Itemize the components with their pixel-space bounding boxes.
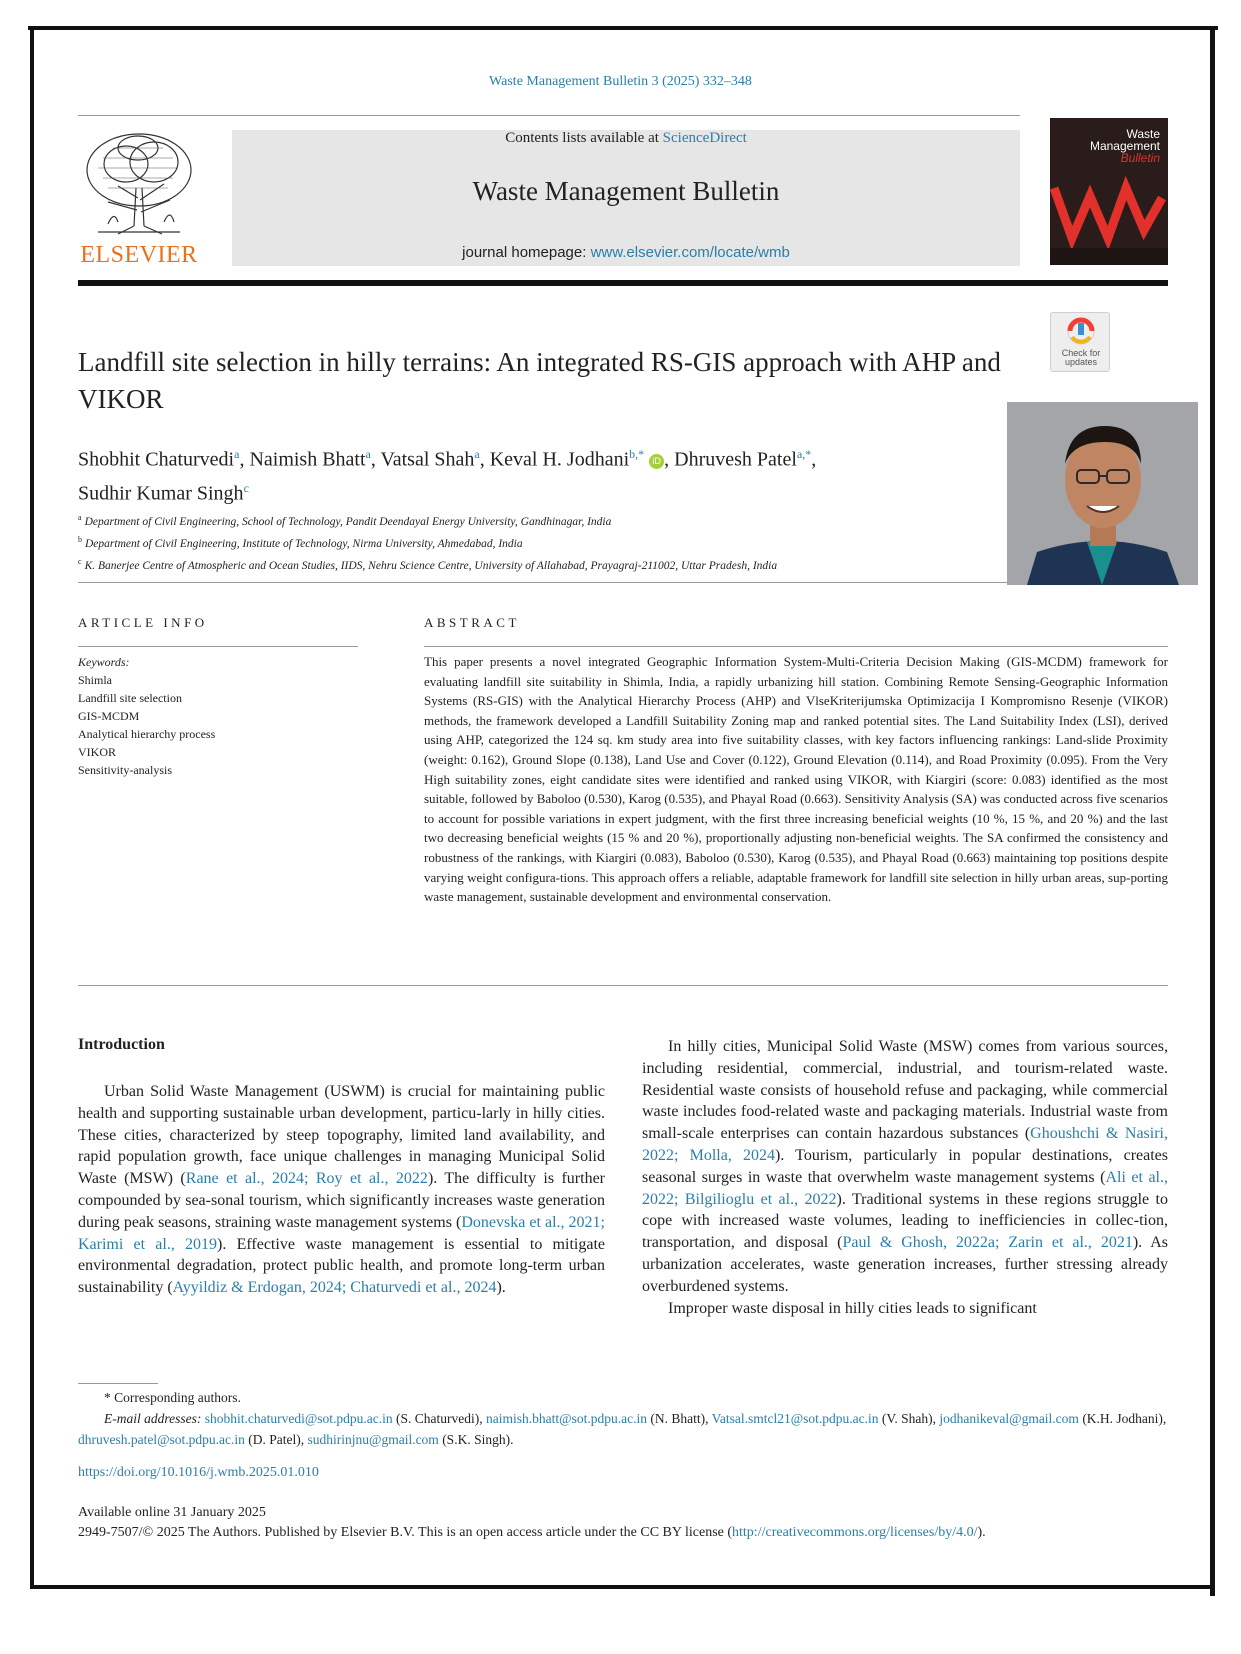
header-divider: [78, 115, 1020, 116]
affiliation-list: [78, 509, 1008, 574]
header-thick-rule: [78, 280, 1168, 286]
citation-link[interactable]: Paul & Ghosh, 2022a; Zarin et al., 2021: [842, 1234, 1133, 1252]
publisher-name: ELSEVIER: [80, 242, 198, 268]
keywords-label: Keywords:: [78, 655, 130, 669]
author-photo: [1007, 402, 1198, 585]
keyword-item: Landfill site selection: [78, 691, 182, 705]
body-text: ). Effective waste management is essential to mitigate environmental degradation, protect public health, and promote long-term urban sustainability (: [78, 1235, 605, 1297]
crossmark-badge[interactable]: [1050, 312, 1110, 372]
affiliation-item: [78, 553, 1008, 575]
article-info-divider: [78, 646, 358, 647]
homepage-line: [232, 244, 1020, 261]
author-list: Shobhit Chaturvedi$^a$, Naimish Bhatt$^a$, Vatsal Shah$^a$, Keval H. Jodhani$^{b,*}$ iD , Dhruvesh Patel$^{a,*}$, Sudhir Kumar Singh$^c$: [78, 447, 817, 505]
email-owner: (D. Patel),: [248, 1432, 305, 1447]
email-link[interactable]: jodhanikeval@gmail.com: [939, 1411, 1079, 1426]
cover-title-line3: Bulletin: [1120, 151, 1160, 165]
crossmark-icon: [1051, 313, 1111, 349]
body-text: ).: [496, 1279, 506, 1297]
footnote-divider: [78, 1383, 158, 1384]
body-text: ). The difficulty is further compounded by sea-sonal tourism, which significantly increases waste generation during peak seasons, straining waste management systems (: [78, 1170, 606, 1231]
journal-title: Waste Management Bulletin: [472, 176, 780, 206]
body-text: ). Traditional systems in these regions struggle to cope with increased waste volumes, leading to inefficiencies in collec-tion, transportation, and disposal (: [642, 1190, 1168, 1252]
affiliation-text: Department of Civil Engineering, School of Technology, Pandit Deendayal Energy University, Gandhinagar, India: [84, 515, 612, 528]
homepage-link[interactable]: www.elsevier.com/locate/wmb: [590, 244, 790, 261]
homepage-prefix: journal homepage:: [462, 244, 591, 261]
sciencedirect-link[interactable]: ScienceDirect: [662, 130, 747, 146]
license-line: [78, 1525, 1178, 1541]
author-sup: a: [365, 447, 371, 461]
journal-header-box: [232, 130, 1020, 266]
citation-link[interactable]: Donevska et al., 2021; Karimi et al., 2019: [78, 1213, 605, 1253]
abstract-text: This paper presents a novel integrated Geographic Information System-Multi-Criteria Decision Making (GIS-MCDM) framework for evaluating landfill site suitability in Shimla, India, a rapidly urbanizing hill station. Combining Remote Sensing-Geographic Information Systems (RS-GIS) with the Analytical Hierarchy Process (AHP) and VlseKriterijumska Optimizacija I Kompromisno Resenje (VIKOR) methods, the framework developed a Landfill Suitability Zoning map and ranked potential sites. The Land Suitability Index (LSI), derived using AHP, categorized the 124 sq. km study area into five suitability classes, with key factors influencing rankings: Land-slide Proximity (weight: 0.162), Ground Slope (0.138), Land Use and Cover (0.122), Ground Elevation (0.114), and Road Proximity (0.095). From the Very High suitability zones, eight candidate sites were identified and ranked using VIKOR, with Kiargiri (score: 0.083) identified as the most suitable, followed by Baboloo (0.530), Karog (0.535), and Phayal Road (0.663). Sensitivity Analysis (SA) was conducted across five scenarios to account for possible variations in expert judgment, with the first three increasing beneficial weights (10 %, 15 %, and 20 %) and the last two decreasing beneficial weights (15 % and 20 %), proportionally adjusting non-beneficial weights. The SA confirmed the consistency and robustness of the rankings, with Kiargiri (0.083), Baboloo (0.530), Karog (0.535), and Phayal Road (0.663) maintaining top positions despite varying weight configura-tions. This approach offers a reliable, adaptable framework for landfill site selection in hilly urban areas, sup-porting waste management, sustainable development and environmental conservation.: [424, 654, 1168, 905]
license-end: ).: [977, 1525, 986, 1540]
email-owner: (S.K. Singh).: [442, 1432, 514, 1447]
email-link[interactable]: dhruvesh.patel@sot.pdpu.ac.in: [78, 1432, 245, 1447]
author-sup: a,*: [796, 447, 812, 461]
citation-link[interactable]: Rane et al., 2024; Roy et al., 2022: [185, 1170, 428, 1188]
author-name[interactable]: Dhruvesh Patel: [674, 448, 797, 471]
page-frame-bottom: [30, 1585, 1215, 1589]
contents-line: [232, 130, 1020, 147]
email-link[interactable]: sudhirinjnu@gmail.com: [307, 1432, 439, 1447]
orcid-icon[interactable]: iD: [649, 454, 664, 469]
author-sup: a: [474, 447, 480, 461]
body-paragraph: [78, 1081, 605, 1299]
body-column-right: [642, 1036, 1168, 1319]
author-name[interactable]: Shobhit Chaturvedi: [78, 448, 235, 471]
abstract-heading: ABSTRACT: [424, 615, 520, 630]
keyword-item: Sensitivity-analysis: [78, 763, 172, 777]
journal-cover[interactable]: [1050, 118, 1168, 265]
elsevier-tree-icon: [78, 128, 200, 240]
email-owner: (K.H. Jodhani),: [1082, 1411, 1167, 1426]
crossmark-label: [1051, 349, 1111, 367]
body-text: Urban Solid Waste Management (USWM) is crucial for maintaining public health and supporting sustainable urban development, particu-larly in hilly cities. These cities, characterized by steep topography, limited land availability, and rapid population growth, face unique challenges in managing Municipal Solid Waste (MSW) (: [78, 1083, 605, 1188]
abstract-divider: [424, 646, 1168, 647]
crossmark-line1: Check for: [1061, 348, 1101, 358]
running-head[interactable]: Waste Management Bulletin 3 (2025) 332–348: [489, 74, 752, 89]
body-text: In hilly cities, Municipal Solid Waste (MSW) comes from various sources, including residential, commercial, industrial, and tourism-related waste. Residential waste consists of household refuse and packaging, while commercial waste includes food-related waste and packaging materials. Industrial waste from small-scale enterprises can contain hazardous substances (: [642, 1038, 1168, 1143]
citation-link[interactable]: Ali et al., 2022; Bilgilioglu et al., 2022: [642, 1168, 1169, 1208]
corresponding-note: * Corresponding authors.: [104, 1390, 241, 1405]
cover-title-line1: Waste: [1126, 127, 1160, 141]
citation-link[interactable]: Ghoushchi & Nasiri, 2022; Molla, 2024: [642, 1125, 1168, 1164]
available-online: Available online 31 January 2025: [78, 1505, 266, 1520]
keyword-item: Analytical hierarchy process: [78, 727, 216, 741]
abstract-bottom-divider: [78, 985, 1168, 986]
email-link[interactable]: naimish.bhatt@sot.pdpu.ac.in: [486, 1411, 647, 1426]
cover-title: [1090, 128, 1160, 164]
author-sup: b,*: [629, 447, 645, 461]
page-frame-left: [30, 30, 34, 1588]
article-title: Landfill site selection in hilly terrains: An integrated RS-GIS approach with AHP and VIKOR: [78, 347, 1001, 414]
page-frame-right: [1210, 30, 1215, 1596]
author-sup: a: [234, 447, 240, 461]
affiliation-item: [78, 509, 1008, 531]
keywords-block: [78, 653, 358, 779]
author-name[interactable]: Keval H. Jodhani: [489, 448, 630, 471]
affiliation-mark: c: [78, 556, 82, 566]
email-label: E-mail addresses:: [104, 1411, 202, 1426]
elsevier-logo[interactable]: [78, 128, 200, 266]
introduction-heading: Introduction: [78, 1036, 165, 1053]
author-name[interactable]: Naimish Bhatt: [249, 448, 366, 471]
keyword-item: GIS-MCDM: [78, 709, 140, 723]
body-text: ). Tourism, particularly in popular destinations, creates seasonal surges in waste that overwhelm waste management systems (: [642, 1146, 1168, 1186]
affiliation-text: K. Banerjee Centre of Atmospheric and Ocean Studies, IIDS, Nehru Science Centre, University of Allahabad, Prayagraj-211002, Uttar Pradesh, India: [84, 559, 778, 572]
cover-title-line2: Management: [1089, 139, 1160, 153]
citation-link[interactable]: Ayyildiz & Erdogan, 2024; Chaturvedi et al., 2024: [172, 1279, 497, 1297]
author-photo-drawing: [1007, 402, 1198, 585]
author-name[interactable]: Vatsal Shah: [380, 448, 475, 471]
body-paragraph: Improper waste disposal in hilly cities leads to significant: [668, 1299, 1037, 1317]
keyword-item: Shimla: [78, 673, 113, 687]
email-link[interactable]: Vatsal.smtcl21@sot.pdpu.ac.in: [711, 1411, 879, 1426]
author-name[interactable]: Sudhir Kumar Singh: [78, 482, 244, 505]
email-addresses: [78, 1408, 1168, 1450]
email-owner: (S. Chaturvedi),: [396, 1411, 483, 1426]
doi-link[interactable]: https://doi.org/10.1016/j.wmb.2025.01.010: [78, 1465, 319, 1480]
body-paragraph: [642, 1036, 1168, 1298]
affiliation-item: [78, 531, 1008, 553]
page-frame-top: [28, 26, 1218, 30]
email-owner: (V. Shah),: [881, 1411, 937, 1426]
email-link[interactable]: shobhit.chaturvedi@sot.pdpu.ac.in: [204, 1411, 393, 1426]
affiliation-text: Department of Civil Engineering, Institute of Technology, Nirma University, Ahmedabad, India: [85, 537, 523, 550]
affiliation-mark: a: [78, 513, 82, 522]
footnotes: [78, 1387, 1168, 1450]
crossmark-line2: updates: [1064, 357, 1098, 367]
body-text: ). As urbanization accelerates, waste generation increases, further stressing already overburdened systems.: [642, 1234, 1168, 1295]
affiliation-divider: [78, 582, 1007, 583]
contents-prefix: Contents lists available at: [505, 130, 663, 146]
email-owner: (N. Bhatt),: [650, 1411, 709, 1426]
affiliation-mark: b: [78, 534, 82, 544]
license-link[interactable]: http://creativecommons.org/licenses/by/4.0/: [732, 1525, 978, 1540]
author-sup: c: [243, 480, 249, 495]
license-text: 2949-7507/© 2025 The Authors. Published by Elsevier B.V. This is an open access article under the CC BY license (: [78, 1525, 733, 1540]
body-column-left: [78, 1081, 605, 1299]
article-info-heading: ARTICLE INFO: [78, 615, 208, 630]
keyword-item: VIKOR: [78, 745, 116, 759]
